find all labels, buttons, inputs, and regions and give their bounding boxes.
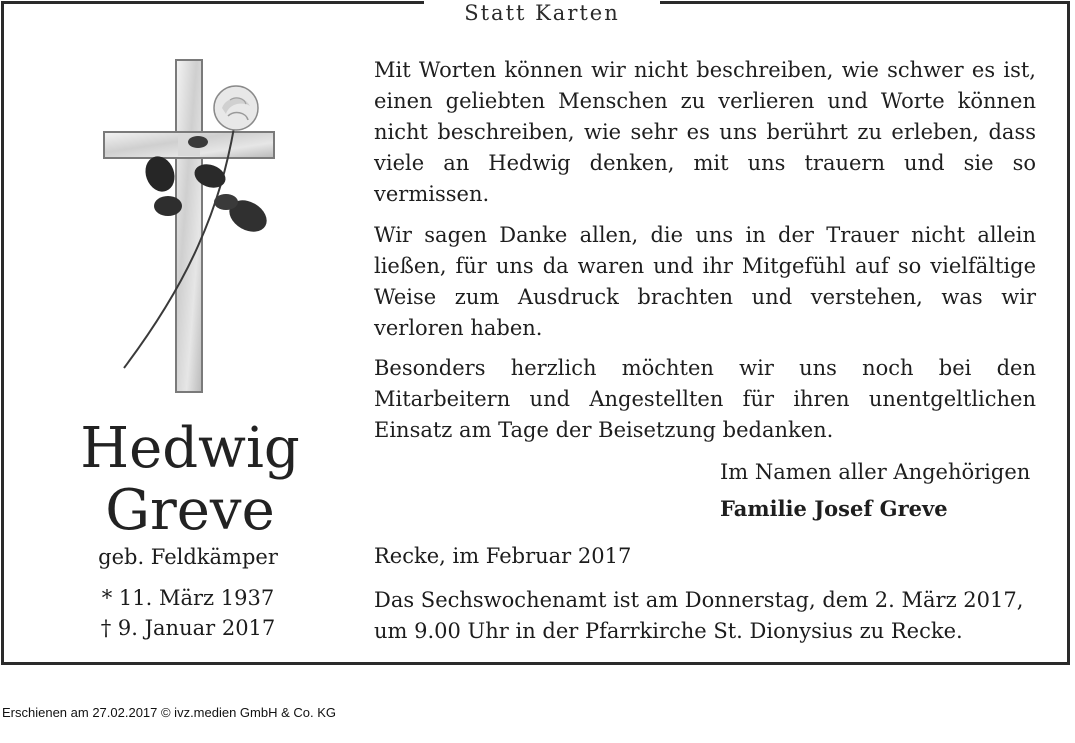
message-paragraph-3: Besonders herzlich möchten wir uns noch bei den Mitarbeitern und Angestellten für ihren unentgeltlichen Einsatz am Tage der Beisetzung bedanken.	[374, 356, 1036, 442]
header-label: Statt Karten	[424, 0, 660, 30]
deceased-last-name: Greve	[105, 478, 275, 543]
publication-footer: Erschienen am 27.02.2017 © ivz.medien GmbH & Co. KG	[2, 705, 337, 720]
deceased-first-name: Hedwig	[80, 416, 300, 481]
birth-date: * 11. März 1937	[101, 586, 275, 610]
signature-line: Im Namen aller Angehörigen	[720, 460, 1031, 484]
message-paragraph-1: Mit Worten können wir nicht beschreiben, wie schwer es ist, einen geliebten Menschen zu verlieren und Worte können nicht beschreiben, wie sehr es uns berührt zu erleben, dass viele an Hedwig denken, mit uns trauern und sie so vermissen.	[374, 58, 1036, 206]
death-date: † 9. Januar 2017	[100, 616, 276, 640]
message-paragraph-2: Wir sagen Danke allen, die uns in der Trauer nicht allein ließen, für uns da waren und ihr Mitgefühl auf so vielfältige Weise zum Ausdruck brachten und verstehen, was wir verloren haben.	[374, 223, 1036, 340]
service-info: Das Sechswochenamt ist am Donnerstag, dem 2. März 2017, um 9.00 Uhr in der Pfarrkirche St. Dionysius zu Recke.	[374, 588, 1024, 643]
place-date: Recke, im Februar 2017	[374, 544, 632, 568]
deceased-born-name: geb. Feldkämper	[98, 545, 278, 569]
signature-family: Familie Josef Greve	[720, 496, 948, 521]
cross-with-rose-icon	[98, 56, 288, 396]
